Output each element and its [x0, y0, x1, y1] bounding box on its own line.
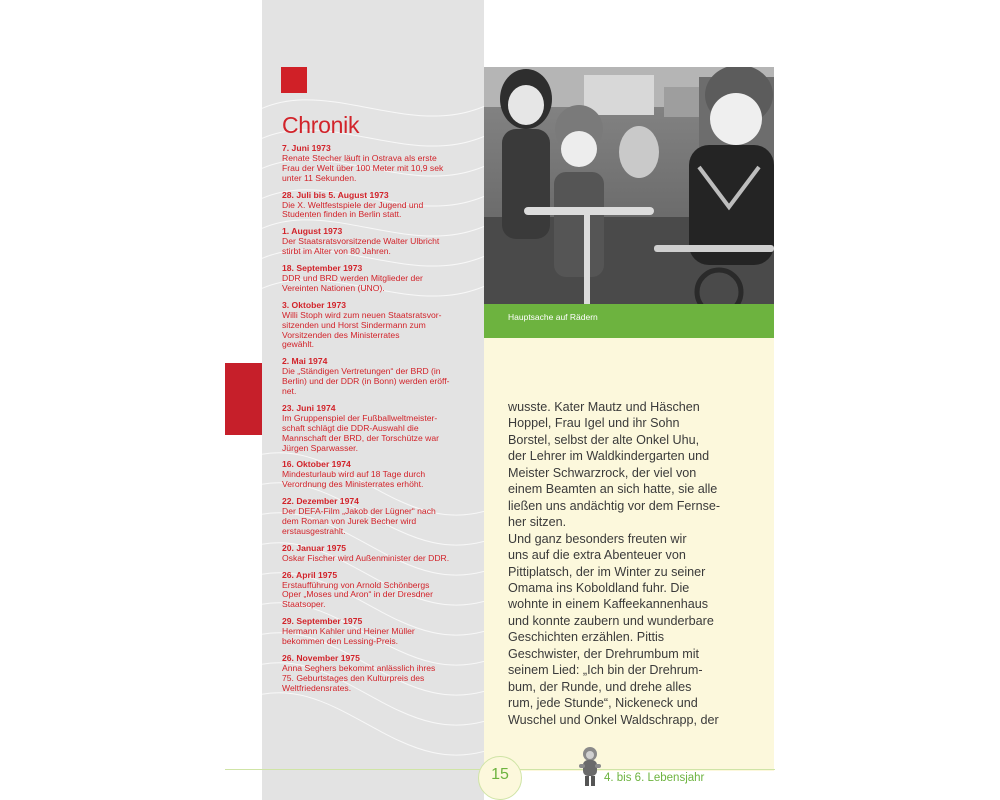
- chronicle-entry-date: 29. September 1975: [282, 616, 363, 627]
- chronicle-entry: [282, 617, 482, 647]
- chronicle-entry-text: Im Gruppenspiel der Fußballweltmeister- schaft schlägt die DDR-Auswahl die Mannschaft der BRD, der Torschütze war Jürgen Sparwasser.: [282, 412, 439, 453]
- chronicle-entry: [282, 227, 482, 257]
- chronicle-entry-date: 1. August 1973: [282, 226, 343, 237]
- photo-caption-bar: [484, 304, 774, 338]
- children-on-scooters-photo: [484, 67, 774, 304]
- pittiplatsch-mascot-icon: [577, 744, 603, 788]
- red-side-tab: [225, 363, 262, 435]
- chapter-label: 4. bis 6. Lebensjahr: [604, 772, 705, 784]
- chronicle-title: Chronik: [282, 112, 360, 138]
- story-line: wusste. Kater Mautz und Häschen: [508, 400, 700, 414]
- story-line: ließen uns andächtig vor dem Fernse-: [508, 498, 721, 513]
- chronicle-entry-text: DDR und BRD werden Mitglieder der Vereinten Nationen (UNO).: [282, 272, 423, 293]
- chronicle-entry-date: 23. Juni 1974: [282, 402, 336, 413]
- page-number-badge: [478, 756, 522, 800]
- story-line: Omama ins Koboldland fuhr. Die: [508, 580, 690, 595]
- photo-caption: Hauptsache auf Rädern: [508, 312, 598, 322]
- chronicle-entry-date: 26. November 1975: [282, 652, 360, 663]
- story-line: Borstel, selbst der alte Onkel Uhu,: [508, 432, 700, 447]
- chronicle-entry-text: Mindesturlaub wird auf 18 Tage durch Verordnung des Ministerrates erhöht.: [282, 469, 426, 490]
- red-accent-square: [281, 67, 307, 93]
- story-line: Pittiplatsch, der im Winter zu seiner: [508, 564, 706, 579]
- chronicle-entry-date: 16. Oktober 1974: [282, 459, 351, 470]
- story-line: her sitzen.: [508, 515, 567, 530]
- story-line: Hoppel, Frau Igel und ihr Sohn: [508, 416, 680, 431]
- story-line: seinem Lied: „Ich bin der Drehrum-: [508, 663, 703, 678]
- story-line: der Lehrer im Waldkindergarten und: [508, 449, 710, 464]
- chronicle-entry-text: Oskar Fischer wird Außenminister der DDR.: [282, 552, 450, 563]
- chronicle-entry: [282, 301, 482, 351]
- chronicle-entry-text: Renate Stecher läuft in Ostrava als erste Frau der Welt über 100 Meter mit 10,9 sek unter 11 Sekunden.: [282, 152, 444, 183]
- chronicle-entry: [282, 191, 482, 221]
- story-line: Wuschel und Onkel Waldschrapp, der: [508, 712, 719, 727]
- chronicle-entry-date: 3. Oktober 1973: [282, 299, 347, 310]
- chronicle-entry-text: Anna Seghers bekommt anlässlich ihres 75. Geburtstages den Kulturpreis des Weltfriedensrates.: [282, 662, 436, 693]
- chronicle-entry: [282, 544, 482, 564]
- chronicle-entry-date: 7. Juni 1973: [282, 143, 331, 153]
- story-line: Geschwister, der Drehrumbum mit: [508, 646, 700, 661]
- chronicle-entry: [282, 357, 482, 397]
- chronicle-entry-text: Die X. Weltfestspiele der Jugend und Studenten finden in Berlin statt.: [282, 199, 424, 220]
- chronicle-entry-text: Hermann Kahler und Heiner Müller bekommen den Lessing-Preis.: [282, 626, 415, 647]
- chronicle-entry: [282, 264, 482, 294]
- story-text: [508, 399, 758, 728]
- chronicle-entry-text: Erstaufführung von Arnold Schönbergs Oper „Moses und Aron“ in der Dresdner Staatsoper.: [282, 579, 433, 610]
- story-line: Meister Schwarzrock, der viel von: [508, 465, 697, 480]
- chronicle-entry-date: 26. April 1975: [282, 569, 338, 580]
- chronicle-entry: [282, 497, 482, 537]
- story-line: rum, jede Stunde“, Nickeneck und: [508, 696, 698, 711]
- story-line: wohnte in einem Kaffeekannenhaus: [508, 597, 709, 612]
- chronicle-entry-date: 20. Januar 1975: [282, 542, 347, 553]
- chronicle-entry: [282, 654, 482, 694]
- chronicle-entry-text: Die „Ständigen Vertretungen“ der BRD (in Berlin) und der DDR (in Bonn) werden eröff- net.: [282, 366, 450, 397]
- story-line: uns auf die extra Abenteuer von: [508, 548, 686, 563]
- chronicle-entry: [282, 144, 482, 184]
- story-line: Geschichten erzählen. Pittis: [508, 630, 665, 645]
- story-line: Und ganz besonders freuten wir: [508, 531, 687, 546]
- chronicle-entry-date: 22. Dezember 1974: [282, 496, 359, 507]
- chronicle-entry-text: Der DEFA-Film „Jakob der Lügner“ nach dem Roman von Jurek Becher wird erstausgestrahlt.: [282, 506, 436, 536]
- chronicle-entry: [282, 404, 482, 454]
- story-line: bum, der Runde, und drehe alles: [508, 679, 692, 694]
- chronicle-entries: [282, 144, 482, 701]
- chronicle-entry: [282, 460, 482, 490]
- chronicle-entry-text: Der Staatsratsvorsitzende Walter Ulbricht stirbt im Alter von 80 Jahren.: [282, 236, 440, 257]
- story-line: einem Beamten an sich hatte, sie alle: [508, 482, 718, 497]
- chronicle-entry-text: Willi Stoph wird zum neuen Staatsratsvor- sitzenden und Horst Sindermann zum Vorsitzenden des Ministerrates gewählt.: [282, 309, 442, 350]
- chronicle-entry-date: 28. Juli bis 5. August 1973: [282, 189, 389, 200]
- page-number: 15: [491, 766, 509, 783]
- chronicle-entry-date: 18. September 1973: [282, 263, 363, 274]
- chronicle-entry: [282, 571, 482, 611]
- story-line: und konnte zaubern und wunderbare: [508, 613, 714, 628]
- chronicle-entry-date: 2. Mai 1974: [282, 356, 328, 367]
